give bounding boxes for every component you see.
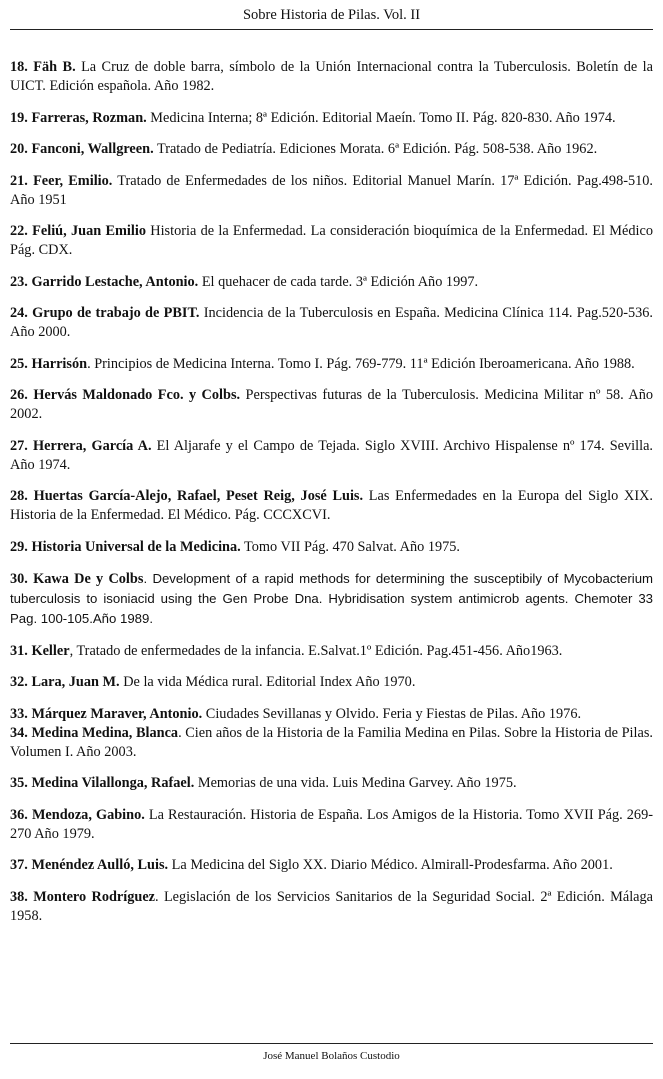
entry-text: Perspectivas futuras de la Tuberculosis. Medicina Militar nº 58. Año 2002. — [10, 387, 653, 422]
bibliography-entry — [10, 172, 653, 210]
entry-number: 24. — [10, 305, 28, 321]
entry-number: 28. — [10, 488, 28, 504]
bibliography-entry — [10, 58, 653, 96]
entry-author: Farreras, Rozman. — [31, 109, 147, 126]
entry-number: 37. — [10, 857, 28, 873]
entry-author: Menéndez Aulló, Luis. — [31, 857, 169, 873]
entry-text: Historia de la Enfermedad. La consideración bioquímica de la Enfermedad. El Médico Pág. CDX. — [10, 223, 653, 258]
running-header: Sobre Historia de Pilas. Vol. II — [10, 0, 653, 30]
entry-author: Lara, Juan M. — [31, 674, 120, 690]
bibliography-entry — [10, 304, 653, 342]
entry-author: Márquez Maraver, Antonio. — [31, 705, 203, 722]
entry-author: Garrido Lestache, Antonio. — [31, 273, 199, 290]
entry-text: La Medicina del Siglo XX. Diario Médico. Almirall-Prodesfarma. Año 2001. — [168, 857, 613, 873]
bibliography-entry — [10, 386, 653, 424]
bibliography-entry — [10, 109, 653, 128]
bibliography-entry — [10, 569, 653, 629]
entry-author: Fanconi, Wallgreen. — [31, 141, 154, 157]
bibliography-entry — [10, 355, 653, 374]
entry-text: . Principios de Medicina Interna. Tomo I. Pág. 769-779. 11ª Edición Iberoamericana. Año 1988. — [87, 355, 635, 372]
entry-number: 23. — [10, 273, 28, 290]
bibliography-list — [10, 58, 653, 938]
entry-author: Huertas García-Alejo, Rafael, Peset Reig, José Luis. — [33, 488, 364, 504]
bibliography-entry — [10, 222, 653, 260]
entry-number: 34. — [10, 724, 28, 741]
entry-text: El Aljarafe y el Campo de Tejada. Siglo XVIII. Archivo Hispalense nº 174. Sevilla. Año 1974. — [10, 437, 653, 473]
bibliography-entry — [10, 806, 653, 844]
bibliography-entry — [10, 538, 653, 557]
entry-text: Tomo VII Pág. 470 Salvat. Año 1975. — [240, 538, 461, 555]
entry-author: Historia Universal de la Medicina. — [31, 538, 241, 555]
bibliography-entry — [10, 724, 653, 762]
entry-author: Fäh B. — [33, 59, 76, 75]
entry-number: 21. — [10, 172, 28, 189]
entry-number: 27. — [10, 437, 28, 454]
entry-number: 30. — [10, 571, 28, 587]
entry-text: La Cruz de doble barra, símbolo de la Unión Internacional contra la Tuberculosis. Boletín de la UICT. Edición española. Año 1982. — [10, 59, 653, 94]
entry-author: Grupo de trabajo de PBIT. — [32, 305, 200, 321]
entry-number: 36. — [10, 806, 28, 823]
entry-number: 25. — [10, 355, 28, 372]
entry-author: Feer, Emilio. — [33, 172, 113, 189]
entry-author: Mendoza, Gabino. — [31, 806, 145, 823]
entry-text: . Development of a rapid methods for determining the susceptibily of Mycobacterium tuberculosis to isoniacid using the Gen Probe Dna. Hybridisation system antimicrob agents. Chemoter 33 Pag. 100-105.Año 1989. — [10, 571, 654, 626]
entry-text: Medicina Interna; 8ª Edición. Editorial Maeín. Tomo II. Pág. 820-830. Año 1974. — [146, 109, 616, 126]
entry-text: Ciudades Sevillanas y Olvido. Feria y Fiestas de Pilas. Año 1976. — [202, 705, 582, 722]
entry-author: Kawa De y Colbs — [33, 571, 144, 587]
bibliography-entry — [10, 437, 653, 475]
entry-number: 18. — [10, 59, 28, 75]
bibliography-entry — [10, 856, 653, 875]
entry-number: 26. — [10, 387, 28, 403]
entry-author: Medina Vilallonga, Rafael. — [31, 775, 195, 791]
entry-text: . Legislación de los Servicios Sanitarios de la Seguridad Social. 2ª Edición. Málaga 1958. — [10, 888, 654, 924]
entry-number: 22. — [10, 223, 28, 239]
entry-author: Herrera, García A. — [33, 437, 152, 454]
entry-author: Montero Rodríguez — [33, 888, 156, 905]
bibliography-entry — [10, 642, 653, 661]
entry-number: 32. — [10, 674, 28, 690]
entry-author: Keller — [31, 642, 70, 659]
entry-text: La Restauración. Historia de España. Los Amigos de la Historia. Tomo XVII Pág. 269-270 Año 1979. — [10, 806, 653, 842]
entry-text: , Tratado de enfermedades de la infancia. E.Salvat.1º Edición. Pag.451-456. Año1963. — [69, 642, 563, 659]
bibliography-entry — [10, 487, 653, 525]
entry-text: El quehacer de cada tarde. 3ª Edición Año 1997. — [198, 273, 479, 290]
bibliography-entry — [10, 673, 653, 692]
bibliography-entry — [10, 273, 653, 292]
entry-author: Hervás Maldonado Fco. y Colbs. — [33, 387, 241, 403]
entry-number: 29. — [10, 538, 28, 555]
bibliography-entry — [10, 140, 653, 159]
entry-text: . Cien años de la Historia de la Familia Medina en Pilas. Sobre la Historia de Pilas. Volumen I. Año 2003. — [10, 724, 653, 760]
bibliography-entry — [10, 774, 653, 793]
entry-text: Tratado de Enfermedades de los niños. Editorial Manuel Marín. 17ª Edición. Pag.498-510. Año 1951 — [10, 172, 653, 208]
entry-text: De la vida Médica rural. Editorial Index Año 1970. — [119, 674, 416, 690]
entry-text: Memorias de una vida. Luis Medina Garvey. Año 1975. — [194, 775, 517, 791]
entry-number: 20. — [10, 141, 28, 157]
entry-number: 31. — [10, 642, 28, 659]
entry-author: Harrisón — [31, 355, 88, 372]
entry-author: Feliú, Juan Emilio — [32, 223, 146, 239]
bibliography-entry — [10, 888, 653, 926]
bibliography-entry — [10, 705, 653, 724]
entry-text: Las Enfermedades en la Europa del Siglo XIX. Historia de la Enfermedad. El Médico. Pág. CCCXCVI. — [10, 488, 653, 523]
entry-number: 33. — [10, 705, 28, 722]
entry-text: Incidencia de la Tuberculosis en España. Medicina Clínica 114. Pag.520-536. Año 2000. — [10, 305, 653, 340]
entry-author: Medina Medina, Blanca — [31, 724, 179, 741]
entry-number: 19. — [10, 109, 28, 126]
footer-rule — [10, 1043, 653, 1044]
running-footer: José Manuel Bolaños Custodio — [263, 1050, 400, 1062]
entry-number: 38. — [10, 888, 28, 905]
entry-text: Tratado de Pediatría. Ediciones Morata. 6ª Edición. Pág. 508-538. Año 1962. — [153, 141, 598, 157]
entry-number: 35. — [10, 775, 28, 791]
